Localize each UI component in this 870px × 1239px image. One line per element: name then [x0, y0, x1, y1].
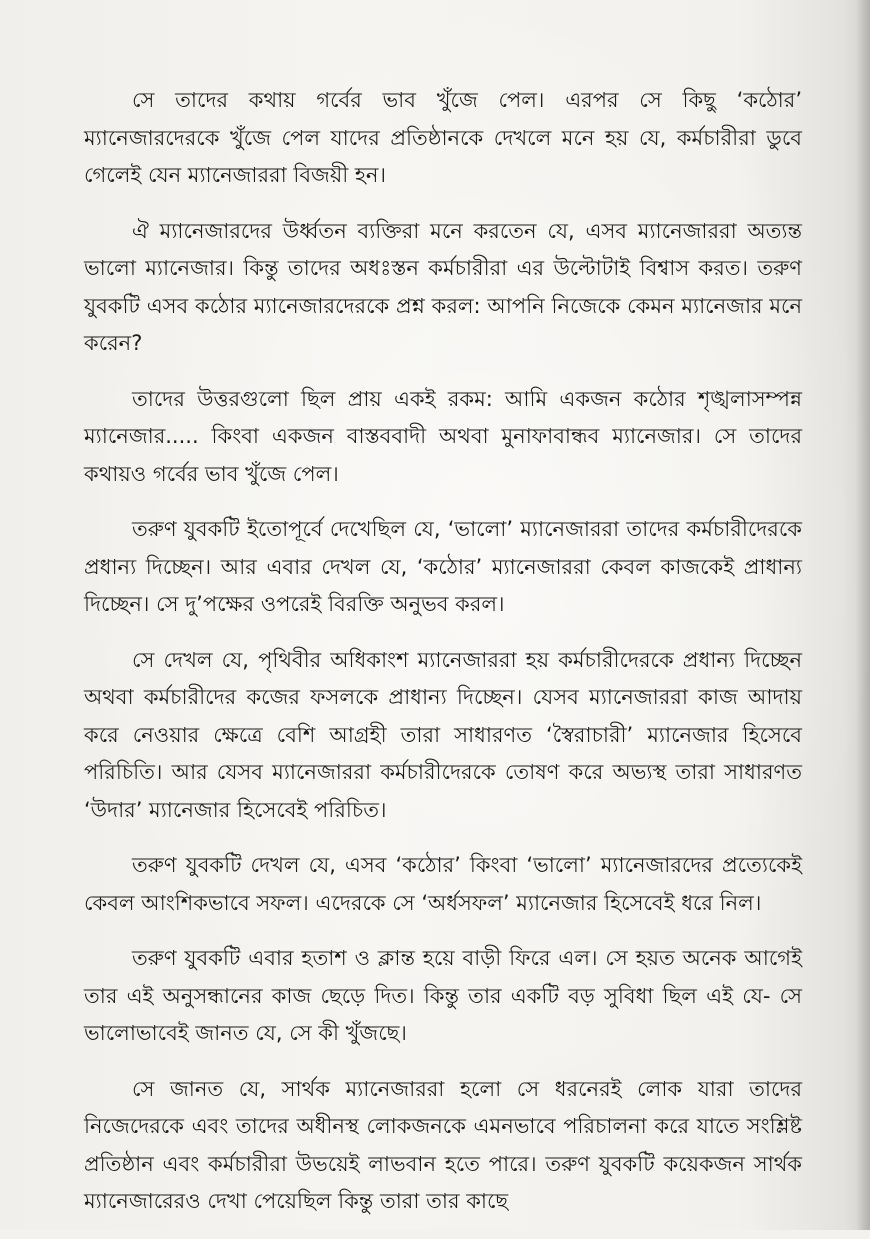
body-text [84, 82, 802, 1239]
paragraph: সে তাদের কথায় গর্বের ভাব খুঁজে পেল। এরপর সে কিছু ‘কঠোর’ ম্যানেজারদেরকে খুঁজে পেল যাদের প্রতিষ্ঠানকে দেখলে মনে হয় যে, কর্মচারীরা ডুবে গেলেই যেন ম্যানেজাররা বিজয়ী হন। [84, 88, 802, 187]
paragraph: তরুণ যুবকটি দেখল যে, এসব ‘কঠোর’ কিংবা ‘ভালো’ ম্যানেজারদের প্রত্যেকেই কেবল আংশিকভাবে সফল। এদেরকে সে ‘অর্ধসফল’ ম্যানেজার হিসেবেই ধরে নিল। [84, 853, 802, 915]
page-edge-shadow [856, 0, 870, 1230]
paragraph: সে দেখল যে, পৃথিবীর অধিকাংশ ম্যানেজাররা হয় কর্মচারীদেরকে প্রধান্য দিচ্ছেন অথবা কর্মচারীদের কজের ফসলকে প্রাধান্য দিচ্ছেন। যেসব ম্যানেজাররা কাজ আদায় করে নেওয়ার ক্ষেত্রে বেশি আগ্রহী তারা সাধারণত ‘স্বৈরাচারী’ ম্যানেজার হিসেবে পরিচিতি। আর যেসব ম্যানেজাররা কর্মচারীদেরকে তোষণ করে অভ্যস্থ তারা সাধারণত ‘উদার’ ম্যানেজার হিসেবেই পরিচিত। [84, 647, 802, 822]
paragraph: তরুণ যুবকটি এবার হতাশ ও ক্লান্ত হয়ে বাড়ী ফিরে এল। সে হয়ত অনেক আগেই তার এই অনুসন্ধানের কাজ ছেড়ে দিত। কিন্তু তার একটি বড় সুবিধা ছিল এই যে- সে ভালোভাবেই জানত যে, সে কী খুঁজছে। [84, 946, 802, 1045]
paragraph: ঐ ম্যানেজারদের উর্ধ্বতন ব্যক্তিরা মনে করতেন যে, এসব ম্যানেজাররা অত্যন্ত ভালো ম্যানেজার। কিন্তু তাদের অধঃস্তন কর্মচারীরা এর উল্টোটাই বিশ্বাস করত। তরুণ যুবকটি এসব কঠোর ম্যানেজারদেরকে প্রশ্ন করল: আপনি নিজেকে কেমন ম্যানেজার মনে করেন? [84, 218, 802, 355]
paragraph: সে জানত যে, সার্থক ম্যানেজাররা হলো সে ধরনেরই লোক যারা তাদের নিজেদেরকে এবং তাদের অধীনস্থ লোকজনকে এমনভাবে পরিচালনা করে যাতে সংশ্লিষ্ট প্রতিষ্ঠান এবং কর্মচারীরা উভয়েই লাভবান হতে পারে। তরুণ যুবকটি কয়েকজন সার্থক ম্যানেজারেরও দেখা পেয়েছিল কিন্তু তারা তার কাছে [84, 1076, 802, 1213]
paragraph: তাদের উত্তরগুলো ছিল প্রায় একই রকম: আমি একজন কঠোর শৃঙ্খলাসম্পন্ন ম্যানেজার..... কিংবা একজন বাস্তববাদী অথবা মুনাফাবান্ধব ম্যানেজার। সে তাদের কথায়ও গর্বের ভাব খুঁজে পেল। [84, 386, 802, 486]
paragraph: তরুণ যুবকটি ইতোপূর্বে দেখেছিল যে, ‘ভালো’ ম্যানেজাররা তাদের কর্মচারীদেরকে প্রধান্য দিচ্ছেন। আর এবার দেখল যে, ‘কঠোর’ ম্যানেজাররা কেবল কাজকেই প্রাধান্য দিচ্ছেন। সে দু’পক্ষের ওপরেই বিরক্তি অনুভব করল। [84, 517, 802, 616]
